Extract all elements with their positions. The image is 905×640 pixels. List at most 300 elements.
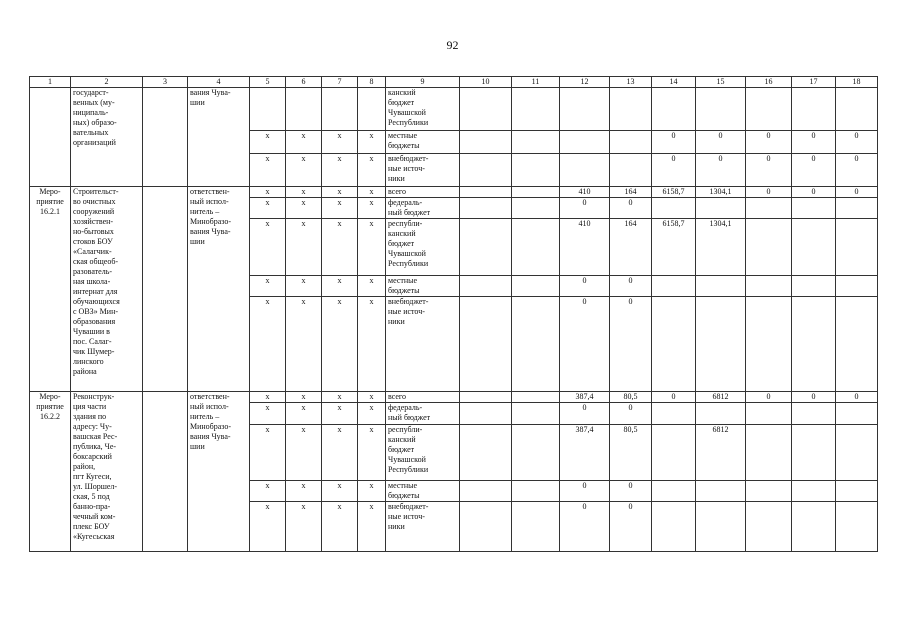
code-cell: x bbox=[250, 154, 286, 187]
code-cell: x bbox=[322, 403, 358, 425]
value-cell: 0 bbox=[792, 154, 836, 187]
header-col-9: 9 bbox=[386, 77, 460, 88]
funding-source-line: ный бюджет bbox=[388, 413, 431, 422]
activity-name bbox=[71, 88, 143, 187]
activity-name-line: линского bbox=[73, 357, 104, 366]
value-cell bbox=[746, 403, 792, 425]
value-cell bbox=[512, 219, 560, 276]
page-number: 92 bbox=[446, 38, 459, 52]
value-cell bbox=[746, 219, 792, 276]
value-cell: 0 bbox=[560, 481, 610, 502]
activity-name-line: Реконструк- bbox=[73, 392, 115, 401]
funding-source-line: бюджет bbox=[388, 98, 415, 107]
value-cell bbox=[696, 297, 746, 392]
code-cell: x bbox=[358, 481, 386, 502]
activity-label bbox=[30, 187, 71, 392]
value-cell: 1304,1 bbox=[696, 187, 746, 198]
code-cell: x bbox=[250, 198, 286, 219]
header-col-6: 6 bbox=[286, 77, 322, 88]
value-cell bbox=[460, 276, 512, 297]
header-col-15: 15 bbox=[696, 77, 746, 88]
code-cell: x bbox=[322, 154, 358, 187]
code-cell: x bbox=[358, 198, 386, 219]
code-cell: x bbox=[358, 502, 386, 552]
code-cell: x bbox=[322, 425, 358, 481]
value-cell bbox=[512, 198, 560, 219]
code-cell: x bbox=[286, 425, 322, 481]
value-cell: 410 bbox=[560, 219, 610, 276]
executor-cell-line: шии bbox=[190, 442, 205, 451]
value-cell bbox=[792, 276, 836, 297]
activity-label-line: Меро- bbox=[39, 392, 61, 401]
activity-name bbox=[71, 187, 143, 392]
value-cell bbox=[792, 403, 836, 425]
value-cell bbox=[792, 297, 836, 392]
code-cell bbox=[358, 88, 386, 131]
executor-cell-line: Минобразо- bbox=[190, 217, 232, 226]
code-cell: x bbox=[250, 297, 286, 392]
activity-name-line: банно-пра- bbox=[73, 502, 111, 511]
value-cell: 0 bbox=[610, 198, 652, 219]
funding-source-line: Чувашской bbox=[388, 249, 426, 258]
value-cell: 6158,7 bbox=[652, 187, 696, 198]
activity-name-line: ская, 5 под bbox=[73, 492, 110, 501]
code-cell: x bbox=[286, 403, 322, 425]
value-cell: 80,5 bbox=[610, 425, 652, 481]
header-col-12: 12 bbox=[560, 77, 610, 88]
activity-name-line: ная школа- bbox=[73, 277, 111, 286]
activity-name-line: организаций bbox=[73, 138, 116, 147]
funding-source-line: канский bbox=[388, 229, 416, 238]
activity-name-line: район, bbox=[73, 462, 96, 471]
header-col-18: 18 bbox=[836, 77, 878, 88]
executor-cell-line: шии bbox=[190, 98, 205, 107]
value-cell bbox=[460, 187, 512, 198]
funding-source-line: внебюджет- bbox=[388, 297, 429, 306]
col3-cell bbox=[143, 392, 188, 552]
funding-source-line: местные bbox=[388, 131, 418, 140]
funding-source-line: внебюджет- bbox=[388, 502, 429, 511]
funding-source-line: Чувашской bbox=[388, 108, 426, 117]
value-cell: 0 bbox=[610, 481, 652, 502]
code-cell: x bbox=[250, 481, 286, 502]
funding-source-line: местные bbox=[388, 481, 418, 490]
code-cell: x bbox=[250, 425, 286, 481]
activity-name-line: вашская Рес- bbox=[73, 432, 118, 441]
funding-source-line: ные источ- bbox=[388, 512, 425, 521]
funding-source-line: Республики bbox=[388, 259, 429, 268]
funding-source-line: ные источ- bbox=[388, 164, 425, 173]
executor-cell-line: вания Чува- bbox=[190, 88, 231, 97]
activity-name-line: чик Шумер- bbox=[73, 347, 115, 356]
value-cell: 6812 bbox=[696, 425, 746, 481]
funding-source-line: республи- bbox=[388, 219, 423, 228]
value-cell bbox=[610, 131, 652, 154]
activity-name-line: адресу: Чу- bbox=[73, 422, 112, 431]
executor-cell-line: Минобразо- bbox=[190, 422, 232, 431]
header-col-8: 8 bbox=[358, 77, 386, 88]
value-cell: 0 bbox=[836, 187, 878, 198]
value-cell: 0 bbox=[696, 131, 746, 154]
header-col-2: 2 bbox=[71, 77, 143, 88]
value-cell: 0 bbox=[836, 154, 878, 187]
value-cell bbox=[836, 88, 878, 131]
value-cell: 0 bbox=[696, 154, 746, 187]
funding-source-line: федераль- bbox=[388, 198, 423, 207]
funding-source-line: ники bbox=[388, 522, 405, 531]
value-cell: 0 bbox=[746, 392, 792, 403]
activity-name-line: Строительст- bbox=[73, 187, 119, 196]
value-cell bbox=[836, 219, 878, 276]
value-cell: 0 bbox=[746, 187, 792, 198]
activity-name-line: пгт Кугеси, bbox=[73, 472, 112, 481]
code-cell bbox=[286, 88, 322, 131]
activity-name-line: ция части bbox=[73, 402, 107, 411]
code-cell: x bbox=[322, 131, 358, 154]
code-cell: x bbox=[286, 276, 322, 297]
value-cell: 0 bbox=[792, 131, 836, 154]
funding-source-line: бюджеты bbox=[388, 286, 420, 295]
activity-name-line: обучающихся bbox=[73, 297, 120, 306]
funding-source bbox=[386, 392, 460, 403]
value-cell: 0 bbox=[610, 403, 652, 425]
code-cell: x bbox=[286, 219, 322, 276]
funding-source-line: всего bbox=[388, 392, 407, 401]
value-cell: 0 bbox=[610, 276, 652, 297]
header-col-7: 7 bbox=[322, 77, 358, 88]
code-cell: x bbox=[358, 219, 386, 276]
activity-name-line: государст- bbox=[73, 88, 109, 97]
code-cell: x bbox=[250, 187, 286, 198]
funding-source bbox=[386, 276, 460, 297]
activity-name-line: Чувашии в bbox=[73, 327, 110, 336]
value-cell bbox=[746, 88, 792, 131]
value-cell bbox=[792, 198, 836, 219]
executor-cell-line: ный испол- bbox=[190, 402, 229, 411]
activity-name-line: ных) образо- bbox=[73, 118, 117, 127]
value-cell bbox=[746, 481, 792, 502]
value-cell bbox=[792, 88, 836, 131]
code-cell: x bbox=[322, 219, 358, 276]
activity-name-line: ниципаль- bbox=[73, 108, 109, 117]
value-cell bbox=[512, 481, 560, 502]
value-cell bbox=[512, 187, 560, 198]
funding-source-line: бюджет bbox=[388, 239, 415, 248]
activity-name-line: пос. Салаг- bbox=[73, 337, 112, 346]
value-cell bbox=[512, 392, 560, 403]
value-cell: 0 bbox=[652, 131, 696, 154]
activity-name-line: с ОВЗ» Мин- bbox=[73, 307, 119, 316]
code-cell: x bbox=[322, 276, 358, 297]
code-cell: x bbox=[322, 198, 358, 219]
funding-source bbox=[386, 403, 460, 425]
value-cell bbox=[512, 425, 560, 481]
value-cell bbox=[460, 88, 512, 131]
code-cell: x bbox=[250, 219, 286, 276]
value-cell bbox=[792, 219, 836, 276]
value-cell bbox=[512, 131, 560, 154]
code-cell: x bbox=[322, 187, 358, 198]
value-cell bbox=[560, 88, 610, 131]
header-col-1: 1 bbox=[30, 77, 71, 88]
code-cell: x bbox=[286, 154, 322, 187]
value-cell bbox=[460, 403, 512, 425]
funding-source-line: республи- bbox=[388, 425, 423, 434]
value-cell bbox=[610, 154, 652, 187]
funding-source bbox=[386, 88, 460, 131]
value-cell: 0 bbox=[792, 187, 836, 198]
activity-name-line: района bbox=[73, 367, 97, 376]
value-cell: 0 bbox=[560, 297, 610, 392]
header-col-10: 10 bbox=[460, 77, 512, 88]
value-cell bbox=[746, 276, 792, 297]
code-cell: x bbox=[286, 481, 322, 502]
funding-source bbox=[386, 219, 460, 276]
code-cell: x bbox=[358, 154, 386, 187]
value-cell: 80,5 bbox=[610, 392, 652, 403]
activity-name-line: плекс БОУ bbox=[73, 522, 110, 531]
activity-name bbox=[71, 392, 143, 552]
header-col-5: 5 bbox=[250, 77, 286, 88]
value-cell: 0 bbox=[560, 198, 610, 219]
value-cell bbox=[460, 297, 512, 392]
funding-source-line: местные bbox=[388, 276, 418, 285]
value-cell: 0 bbox=[836, 392, 878, 403]
code-cell: x bbox=[358, 425, 386, 481]
col3-cell bbox=[143, 88, 188, 187]
code-cell: x bbox=[358, 392, 386, 403]
value-cell bbox=[560, 154, 610, 187]
header-col-16: 16 bbox=[746, 77, 792, 88]
code-cell bbox=[250, 88, 286, 131]
activity-name-line: вательных bbox=[73, 128, 109, 137]
funding-source-line: Чувашской bbox=[388, 455, 426, 464]
funding-source-line: канский bbox=[388, 435, 416, 444]
activity-label-line: приятие bbox=[36, 402, 64, 411]
funding-source-line: ники bbox=[388, 317, 405, 326]
code-cell: x bbox=[358, 131, 386, 154]
funding-source bbox=[386, 131, 460, 154]
header-col-17: 17 bbox=[792, 77, 836, 88]
value-cell bbox=[652, 481, 696, 502]
funding-source-line: Республики bbox=[388, 465, 429, 474]
value-cell: 0 bbox=[610, 502, 652, 552]
activity-name-line: стоков БОУ bbox=[73, 237, 113, 246]
value-cell bbox=[836, 502, 878, 552]
activity-label bbox=[30, 392, 71, 552]
funding-source bbox=[386, 297, 460, 392]
activity-name-line: боксарский bbox=[73, 452, 112, 461]
value-cell bbox=[512, 502, 560, 552]
activity-name-line: «Кугесьская bbox=[73, 532, 115, 541]
value-cell bbox=[836, 425, 878, 481]
activity-name-line: здания по bbox=[73, 412, 107, 421]
value-cell bbox=[836, 276, 878, 297]
value-cell bbox=[696, 198, 746, 219]
value-cell: 0 bbox=[560, 403, 610, 425]
activity-name-line: интернат для bbox=[73, 287, 118, 296]
header-col-13: 13 bbox=[610, 77, 652, 88]
activity-name-line: ул. Шоршел- bbox=[73, 482, 118, 491]
executor-cell-line: вания Чува- bbox=[190, 432, 231, 441]
funding-source-line: бюджет bbox=[388, 445, 415, 454]
value-cell bbox=[746, 425, 792, 481]
activity-label bbox=[30, 88, 71, 187]
value-cell bbox=[610, 88, 652, 131]
executor-cell-line: нитель – bbox=[190, 207, 220, 216]
table-row bbox=[30, 392, 878, 403]
funding-source bbox=[386, 198, 460, 219]
value-cell: 0 bbox=[610, 297, 652, 392]
value-cell: 387,4 bbox=[560, 425, 610, 481]
executor-cell bbox=[188, 187, 250, 392]
value-cell bbox=[792, 481, 836, 502]
code-cell: x bbox=[286, 392, 322, 403]
funding-source-line: внебюджет- bbox=[388, 154, 429, 163]
value-cell bbox=[696, 276, 746, 297]
value-cell: 6812 bbox=[696, 392, 746, 403]
value-cell bbox=[746, 297, 792, 392]
executor-cell-line: вания Чува- bbox=[190, 227, 231, 236]
value-cell bbox=[460, 219, 512, 276]
executor-cell-line: ответствен- bbox=[190, 187, 230, 196]
value-cell: 0 bbox=[652, 392, 696, 403]
value-cell: 0 bbox=[652, 154, 696, 187]
activity-name-line: разователь- bbox=[73, 267, 113, 276]
executor-cell bbox=[188, 88, 250, 187]
code-cell: x bbox=[286, 502, 322, 552]
code-cell: x bbox=[358, 297, 386, 392]
value-cell bbox=[460, 502, 512, 552]
executor-cell-line: ответствен- bbox=[190, 392, 230, 401]
value-cell bbox=[792, 425, 836, 481]
funding-source-line: бюджеты bbox=[388, 141, 420, 150]
value-cell bbox=[746, 502, 792, 552]
code-cell: x bbox=[322, 502, 358, 552]
code-cell: x bbox=[250, 502, 286, 552]
activity-name-line: хозяйствен- bbox=[73, 217, 114, 226]
value-cell bbox=[836, 481, 878, 502]
funding-source bbox=[386, 154, 460, 187]
value-cell bbox=[746, 198, 792, 219]
value-cell bbox=[652, 425, 696, 481]
activity-name-line: публика, Че- bbox=[73, 442, 117, 451]
value-cell bbox=[696, 88, 746, 131]
activity-name-line: «Салагчик- bbox=[73, 247, 112, 256]
value-cell bbox=[836, 198, 878, 219]
executor-cell bbox=[188, 392, 250, 552]
value-cell bbox=[460, 425, 512, 481]
funding-source bbox=[386, 481, 460, 502]
value-cell: 0 bbox=[560, 502, 610, 552]
table-body bbox=[30, 77, 878, 552]
value-cell: 164 bbox=[610, 187, 652, 198]
value-cell bbox=[696, 502, 746, 552]
code-cell: x bbox=[250, 131, 286, 154]
funding-source-line: ные источ- bbox=[388, 307, 425, 316]
value-cell bbox=[512, 154, 560, 187]
executor-cell-line: нитель – bbox=[190, 412, 220, 421]
value-cell bbox=[696, 481, 746, 502]
value-cell bbox=[652, 502, 696, 552]
funding-source-line: федераль- bbox=[388, 403, 423, 412]
table-row bbox=[30, 88, 878, 131]
funding-source bbox=[386, 425, 460, 481]
code-cell: x bbox=[358, 403, 386, 425]
funding-source bbox=[386, 502, 460, 552]
value-cell bbox=[696, 403, 746, 425]
code-cell: x bbox=[322, 297, 358, 392]
code-cell: x bbox=[286, 187, 322, 198]
code-cell: x bbox=[286, 131, 322, 154]
program-table bbox=[29, 76, 878, 552]
value-cell bbox=[460, 198, 512, 219]
value-cell: 387,4 bbox=[560, 392, 610, 403]
value-cell bbox=[652, 88, 696, 131]
funding-source bbox=[386, 187, 460, 198]
value-cell bbox=[652, 297, 696, 392]
activity-label-line: приятие bbox=[36, 197, 64, 206]
value-cell: 0 bbox=[836, 131, 878, 154]
header-col-11: 11 bbox=[512, 77, 560, 88]
value-cell bbox=[652, 198, 696, 219]
funding-source-line: Республики bbox=[388, 118, 429, 127]
code-cell: x bbox=[358, 187, 386, 198]
value-cell bbox=[512, 403, 560, 425]
header-row bbox=[30, 77, 878, 88]
activity-name-line: сооружений bbox=[73, 207, 115, 216]
funding-source-line: ный бюджет bbox=[388, 208, 431, 217]
executor-cell-line: ный испол- bbox=[190, 197, 229, 206]
value-cell: 6158,7 bbox=[652, 219, 696, 276]
activity-name-line: ская общеоб- bbox=[73, 257, 119, 266]
funding-source-line: канский bbox=[388, 88, 416, 97]
value-cell bbox=[512, 276, 560, 297]
activity-name-line: образования bbox=[73, 317, 116, 326]
header-col-3: 3 bbox=[143, 77, 188, 88]
value-cell bbox=[652, 276, 696, 297]
value-cell bbox=[560, 131, 610, 154]
value-cell bbox=[836, 403, 878, 425]
activity-name-line: венных (му- bbox=[73, 98, 115, 107]
funding-source-line: всего bbox=[388, 187, 407, 196]
executor-cell-line: шии bbox=[190, 237, 205, 246]
table-row bbox=[30, 187, 878, 198]
value-cell bbox=[460, 131, 512, 154]
value-cell bbox=[460, 481, 512, 502]
header-col-4: 4 bbox=[188, 77, 250, 88]
value-cell: 0 bbox=[746, 131, 792, 154]
value-cell bbox=[460, 392, 512, 403]
value-cell bbox=[836, 297, 878, 392]
code-cell: x bbox=[250, 403, 286, 425]
col3-cell bbox=[143, 187, 188, 392]
code-cell: x bbox=[286, 198, 322, 219]
value-cell bbox=[512, 297, 560, 392]
value-cell bbox=[512, 88, 560, 131]
value-cell: 0 bbox=[792, 392, 836, 403]
code-cell: x bbox=[322, 392, 358, 403]
value-cell: 164 bbox=[610, 219, 652, 276]
value-cell bbox=[792, 502, 836, 552]
code-cell bbox=[322, 88, 358, 131]
activity-label-line: 16.2.1 bbox=[40, 207, 60, 216]
code-cell: x bbox=[250, 276, 286, 297]
code-cell: x bbox=[358, 276, 386, 297]
code-cell: x bbox=[250, 392, 286, 403]
activity-label-line: Меро- bbox=[39, 187, 61, 196]
funding-source-line: ники bbox=[388, 174, 405, 183]
